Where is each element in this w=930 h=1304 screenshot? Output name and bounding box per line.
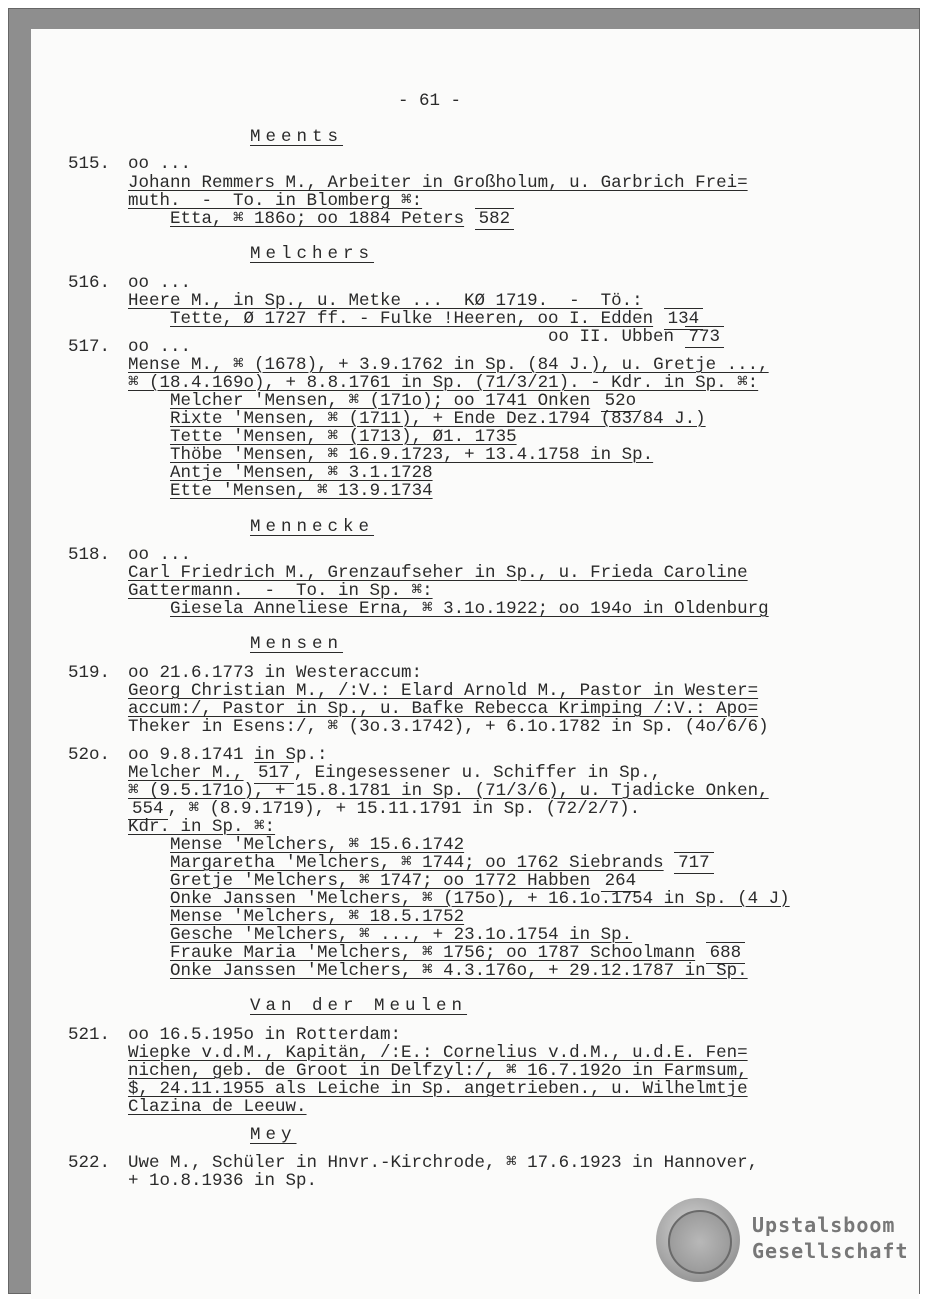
entry-519-line-1: oo 21.6.1773 in Westeraccum: <box>128 663 423 683</box>
entry-517-line-2: Mense M., ⌘ (1678), + 3.9.1762 in Sp. (84 J.), u. Gretje ..., <box>128 355 769 375</box>
entry-520-line-10: Mense 'Melchers, ⌘ 18.5.1752 <box>170 907 465 927</box>
heading-mensen: Mensen <box>250 634 344 654</box>
entry-520-line-7: Margaretha 'Melchers, ⌘ 1744; oo 1762 Siebrands 717 <box>170 854 714 872</box>
society-seal-icon <box>656 1198 740 1282</box>
reference-box: 688 <box>706 942 746 964</box>
heading-mey: Mey <box>250 1125 297 1145</box>
entry-520-line-11: Gesche 'Melchers, ⌘ ..., + 23.1o.1754 in Sp. <box>170 925 633 945</box>
entry-517-line-4: Melcher 'Mensen, ⌘ (171o); oo 1741 Onken 52o <box>170 392 640 410</box>
entry-number-516: 516. <box>68 273 111 293</box>
entry-517-line-5: Rixte 'Mensen, ⌘ (1711), + Ende Dez.1794 (83/84 J.) <box>170 409 706 429</box>
entry-number-515: 515. <box>68 154 111 174</box>
entry-516-line-3: Tette, Ø 1727 ff. - Fulke !Heeren, oo I. Edden 134 <box>170 310 703 328</box>
reference-box: 52o <box>601 390 641 412</box>
heading-meents: Meents <box>250 127 344 147</box>
reference-box: 582 <box>475 208 515 230</box>
reference-box: 264 <box>601 870 641 892</box>
entry-521-line-4: $, 24.11.1955 als Leiche in Sp. angetrieben., u. Wilhelmtje <box>128 1079 748 1099</box>
reference-box: 717 <box>674 852 714 874</box>
entry-520-line-4: 554 , ⌘ (8.9.1719), + 15.11.1791 in Sp. (72/2/7). <box>128 800 640 818</box>
entry-520-line-12: Frauke Maria 'Melchers, ⌘ 1756; oo 1787 Schoolmann 688 <box>170 944 745 962</box>
entry-520-line-8: Gretje 'Melchers, ⌘ 1747; oo 1772 Habben 264 <box>170 872 640 890</box>
entry-519-line-4: Theker in Esens:/, ⌘ (3o.3.1742), + 6.1o.1782 in Sp. (4o/6/6) <box>128 717 769 737</box>
entry-521-line-1: oo 16.5.195o in Rotterdam: <box>128 1025 402 1045</box>
brand-line-2: Gesellschaft <box>752 1239 909 1263</box>
heading-mennecke: Mennecke <box>250 517 375 537</box>
heading-melchers: Melchers <box>250 244 375 264</box>
reference-box: 554 <box>128 798 168 820</box>
entry-516-line-4: oo II. Ubben 773 <box>548 328 724 346</box>
entry-520-line-9: Onke Janssen 'Melchers, ⌘ (175o), + 16.1o.1754 in Sp. (4 J) <box>170 889 790 909</box>
entry-521-line-2: Wiepke v.d.M., Kapitän, /:E.: Cornelius v.d.M., u.d.E. Fen= <box>128 1043 748 1063</box>
entry-522-line-2: + 1o.8.1936 in Sp. <box>128 1171 318 1191</box>
entry-number-520: 52o. <box>68 745 111 765</box>
entry-522-line-1: Uwe M., Schüler in Hnvr.-Kirchrode, ⌘ 17.6.1923 in Hannover, <box>128 1153 759 1173</box>
entry-517-line-3: ⌘ (18.4.169o), + 8.8.1761 in Sp. (71/3/21). - Kdr. in Sp. ⌘: <box>128 373 759 393</box>
entry-518-line-4: Giesela Anneliese Erna, ⌘ 3.1o.1922; oo 194o in Oldenburg <box>170 599 769 619</box>
entry-521-line-3: nichen, geb. de Groot in Delfzyl:/, ⌘ 16.7.192o in Farmsum, <box>128 1061 748 1081</box>
entry-516-line-2: Heere M., in Sp., u. Metke ... KØ 1719. - Tö.: <box>128 291 643 311</box>
heading-van-der-meulen: Van der Meulen <box>250 996 468 1016</box>
entry-515-line-3: muth. - To. in Blomberg ⌘: <box>128 191 423 211</box>
entry-518-line-2: Carl Friedrich M., Grenzaufseher in Sp., u. Frieda Caroline <box>128 563 748 583</box>
entry-516-line-1: oo ... <box>128 273 192 293</box>
entry-517-line-9: Ette 'Mensen, ⌘ 13.9.1734 <box>170 481 433 501</box>
entry-515-line-1: oo ... <box>128 154 192 174</box>
entry-518-line-3: Gattermann. - To. in Sp. ⌘: <box>128 581 433 601</box>
page-number: - 61 - <box>398 91 462 111</box>
entry-520-line-5: Kdr. in Sp. ⌘: <box>128 817 276 837</box>
entry-number-517: 517. <box>68 337 111 357</box>
entry-515-line-2: Johann Remmers M., Arbeiter in Großholum, u. Garbrich Frei= <box>128 173 748 193</box>
entry-517-line-1: oo ... <box>128 337 192 357</box>
entry-517-line-7: Thöbe 'Mensen, ⌘ 16.9.1723, + 13.4.1758 in Sp. <box>170 445 654 465</box>
entry-number-521: 521. <box>68 1025 111 1045</box>
entry-520-line-6: Mense 'Melchers, ⌘ 15.6.1742 <box>170 835 465 855</box>
society-brand <box>752 1212 909 1264</box>
entry-515-line-4: Etta, ⌘ 186o; oo 1884 Peters 582 <box>170 210 514 228</box>
reference-box: 517 <box>254 762 294 784</box>
entry-521-line-5: Clazina de Leeuw. <box>128 1097 307 1117</box>
entry-518-line-1: oo ... <box>128 545 192 565</box>
entry-520-line-1: oo 9.8.1741 in Sp.: <box>128 745 328 765</box>
entry-520-line-2: Melcher M., 517 , Eingesessener u. Schiffer in Sp., <box>128 763 662 783</box>
reference-box: 773 <box>685 326 725 348</box>
reference-box: 134 <box>664 308 704 330</box>
entry-520-line-3: ⌘ (9.5.171o), + 15.8.1781 in Sp. (71/3/6), u. Tjadicke Onken, <box>128 781 769 801</box>
entry-519-line-3: accum:/, Pastor in Sp., u. Bafke Rebecca Krimping /:V.: Apo= <box>128 699 759 719</box>
entry-520-line-13: Onke Janssen 'Melchers, ⌘ 4.3.176o, + 29.12.1787 in Sp. <box>170 961 748 981</box>
entry-number-518: 518. <box>68 545 111 565</box>
entry-517-line-8: Antje 'Mensen, ⌘ 3.1.1728 <box>170 463 433 483</box>
entry-519-line-2: Georg Christian M., /:V.: Elard Arnold M., Pastor in Wester= <box>128 681 759 701</box>
entry-number-519: 519. <box>68 663 111 683</box>
entry-517-line-6: Tette 'Mensen, ⌘ (1713), Ø1. 1735 <box>170 427 517 447</box>
brand-line-1: Upstalsboom <box>752 1213 896 1237</box>
entry-number-522: 522. <box>68 1153 111 1173</box>
